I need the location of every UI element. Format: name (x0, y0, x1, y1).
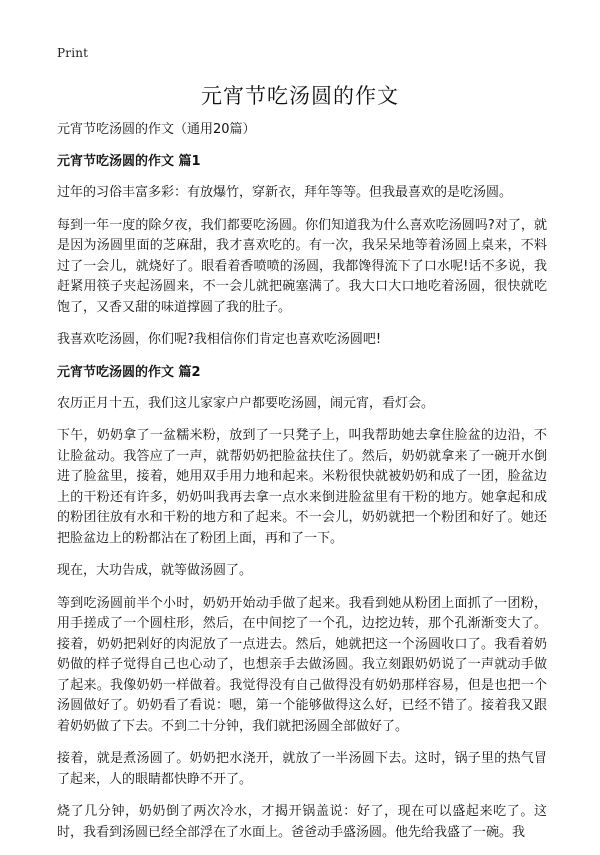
paragraph: 每到一年一度的除夕夜，我们都要吃汤圆。你们知道我为什么喜欢吃汤圆吗?对了，就是因为汤圆里面的芝麻甜，我才喜欢吃的。有一次，我呆呆地等着汤圆上桌来，不料过了一会儿，就烧好了。眼看着香喷喷的汤圆，我都馋得流下了口水呢!话不多说，我赶紧用筷子夹起汤圆来，不一会儿就把碗塞满了。我大口大口地吃着汤圆，很快就吃饱了，又香又甜的味道撑圆了我的肚子。 (57, 217, 547, 315)
document-subtitle: 元宵节吃汤圆的作文（通用20篇） (57, 122, 256, 137)
section-2 (57, 363, 547, 844)
print-label: Print (57, 46, 89, 60)
section-1 (57, 152, 547, 351)
paragraph: 过年的习俗丰富多彩：有放爆竹，穿新衣，拜年等等。但我最喜欢的是吃汤圆。 (57, 185, 513, 200)
document-title: 元宵节吃汤圆的作文 (201, 84, 399, 108)
paragraph: 烧了几分钟，奶奶倒了两次冷水，才揭开锅盖说：好了，现在可以盛起来吃了。这时，我看到汤圆已经全部浮在了水面上。爸爸动手盛汤圆。他先给我盛了一碗。我 (57, 804, 547, 840)
paragraph: 现在，大功告成，就等做汤圆了。 (57, 563, 253, 578)
section-heading: 元宵节吃汤圆的作文 篇2 (57, 364, 201, 380)
paragraph: 等到吃汤圆前半个小时，奶奶开始动手做了起来。我看到她从粉团上面抓了一团粉，用手搓成了一个圆柱形，然后，在中间挖了一个孔，边挖边转，那个孔渐渐变大了。接着，奶奶把剁好的肉泥放了一点进去。然后，她就把这一个汤圆收口了。我看着奶奶做的样子觉得自己也心动了，也想亲手去做汤圆。我立刻跟奶奶说了一声就动手做了起来。我像奶奶一样做着。我觉得没有自己做得没有奶奶那样容易，但是也把一个汤圆做好了。奶奶看了看说：嗯，第一个能够做得这么好，已经不错了。接着我又跟着奶奶做了下去。不到二十分钟，我们就把汤圆全部做好了。 (57, 595, 547, 734)
paragraph: 下午，奶奶拿了一盆糯米粉，放到了一只凳子上，叫我帮助她去拿住脸盆的边沿，不让脸盆动。我答应了一声，就帮奶奶把脸盆扶住了。然后，奶奶就拿来了一碗开水倒进了脸盆里，接着，她用双手用力地和起来。米粉很快就被奶奶和成了一团，脸盆边上的干粉还有许多，奶奶叫我再去拿一点水来倒进脸盆里有干粉的地方。她拿起和成的粉团往放有水和干粉的地方和了起来。不一会儿，奶奶就把一个粉团和好了。她还把脸盆边上的粉都沾在了粉团上面，再和了一下。 (57, 428, 547, 546)
paragraph: 农历正月十五，我们这儿家家户户都要吃汤圆，闹元宵，看灯会。 (57, 395, 435, 411)
paragraph: 我喜欢吃汤圆，你们呢?我相信你们肯定也喜欢吃汤圆吧! (57, 332, 382, 347)
document-body (57, 120, 547, 855)
section-heading: 元宵节吃汤圆的作文 篇1 (57, 154, 201, 169)
paragraph: 接着，就是煮汤圆了。奶奶把水浇开，就放了一半汤圆下去。这时，锅子里的热气冒了起来，人的眼睛都快睁不开了。 (57, 751, 547, 787)
